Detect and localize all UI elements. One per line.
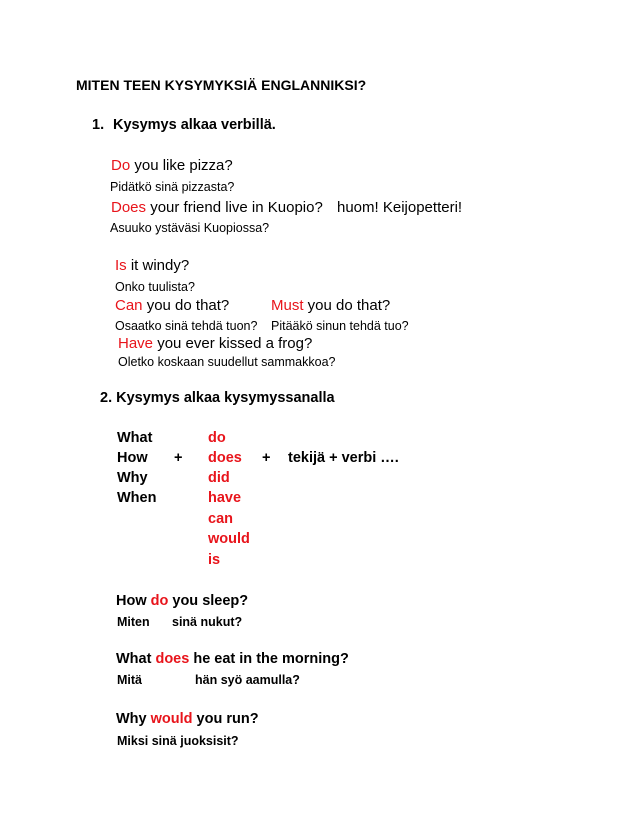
aux-verb: would <box>208 531 250 547</box>
example-sentence <box>111 199 323 216</box>
sentence-rest: you ever kissed a frog? <box>153 335 313 352</box>
verb: Do <box>111 157 131 174</box>
aux-verb: did <box>208 470 230 486</box>
example-sentence <box>271 297 390 314</box>
verb: do <box>150 593 169 609</box>
note: huom! Keijopetteri! <box>337 199 463 216</box>
question-end: you run? <box>192 711 259 727</box>
translation: Oletko koskaan suudellut sammakkoa? <box>118 355 336 369</box>
example-question <box>116 593 248 609</box>
translation: Onko tuulista? <box>115 280 195 294</box>
example-sentence <box>118 335 312 352</box>
example-question <box>116 651 349 667</box>
example-sentence <box>115 257 189 274</box>
aux-verb: have <box>208 490 242 506</box>
translation: Mitä <box>117 673 142 687</box>
verb: does <box>155 651 190 667</box>
aux-verb: does <box>208 450 242 466</box>
verb: Does <box>111 199 147 216</box>
translation: sinä nukut? <box>172 615 243 629</box>
question-start: How <box>116 593 151 609</box>
example-question <box>116 711 259 727</box>
aux-verb: do <box>208 430 226 446</box>
verb: would <box>150 711 193 727</box>
section1-number: 1. <box>92 117 105 133</box>
question-start: Why <box>116 711 151 727</box>
translation: Miksi sinä juoksisit? <box>117 734 239 748</box>
example-sentence <box>115 297 229 314</box>
sentence-rest: you do that? <box>142 297 230 314</box>
question-start: What <box>116 651 156 667</box>
translation: Pitääkö sinun tehdä tuo? <box>271 319 409 333</box>
sentence-rest: you do that? <box>303 297 391 314</box>
aux-verb: can <box>208 511 233 527</box>
sentence-rest: you like pizza? <box>130 157 233 174</box>
translation: Asuuko ystäväsi Kuopiossa? <box>110 221 270 235</box>
plus-sign: + <box>174 450 183 466</box>
verb: Is <box>115 257 127 274</box>
sentence-rest: it windy? <box>126 257 190 274</box>
verb: Can <box>115 297 143 314</box>
plus-sign: + <box>262 450 271 466</box>
translation: Osaatko sinä tehdä tuon? <box>115 319 258 333</box>
section2-heading: 2. Kysymys alkaa kysymyssanalla <box>100 390 335 406</box>
example-sentence <box>111 157 233 174</box>
question-word: Why <box>117 470 148 486</box>
question-word: How <box>117 450 148 466</box>
aux-verb: is <box>208 552 221 568</box>
question-end: he eat in the morning? <box>189 651 349 667</box>
translation: Miten <box>117 615 150 629</box>
formula-tail: tekijä + verbi …. <box>288 450 399 466</box>
translation: Pidätkö sinä pizzasta? <box>110 180 235 194</box>
question-word: When <box>117 490 157 506</box>
page-title: MITEN TEEN KYSYMYKSIÄ ENGLANNIKSI? <box>76 77 367 93</box>
verb: Have <box>118 335 154 352</box>
question-end: you sleep? <box>168 593 249 609</box>
verb: Must <box>271 297 304 314</box>
sentence-rest: your friend live in Kuopio? <box>146 199 323 216</box>
section1-heading: Kysymys alkaa verbillä. <box>113 117 276 133</box>
question-word: What <box>117 430 153 446</box>
translation: hän syö aamulla? <box>195 673 300 687</box>
